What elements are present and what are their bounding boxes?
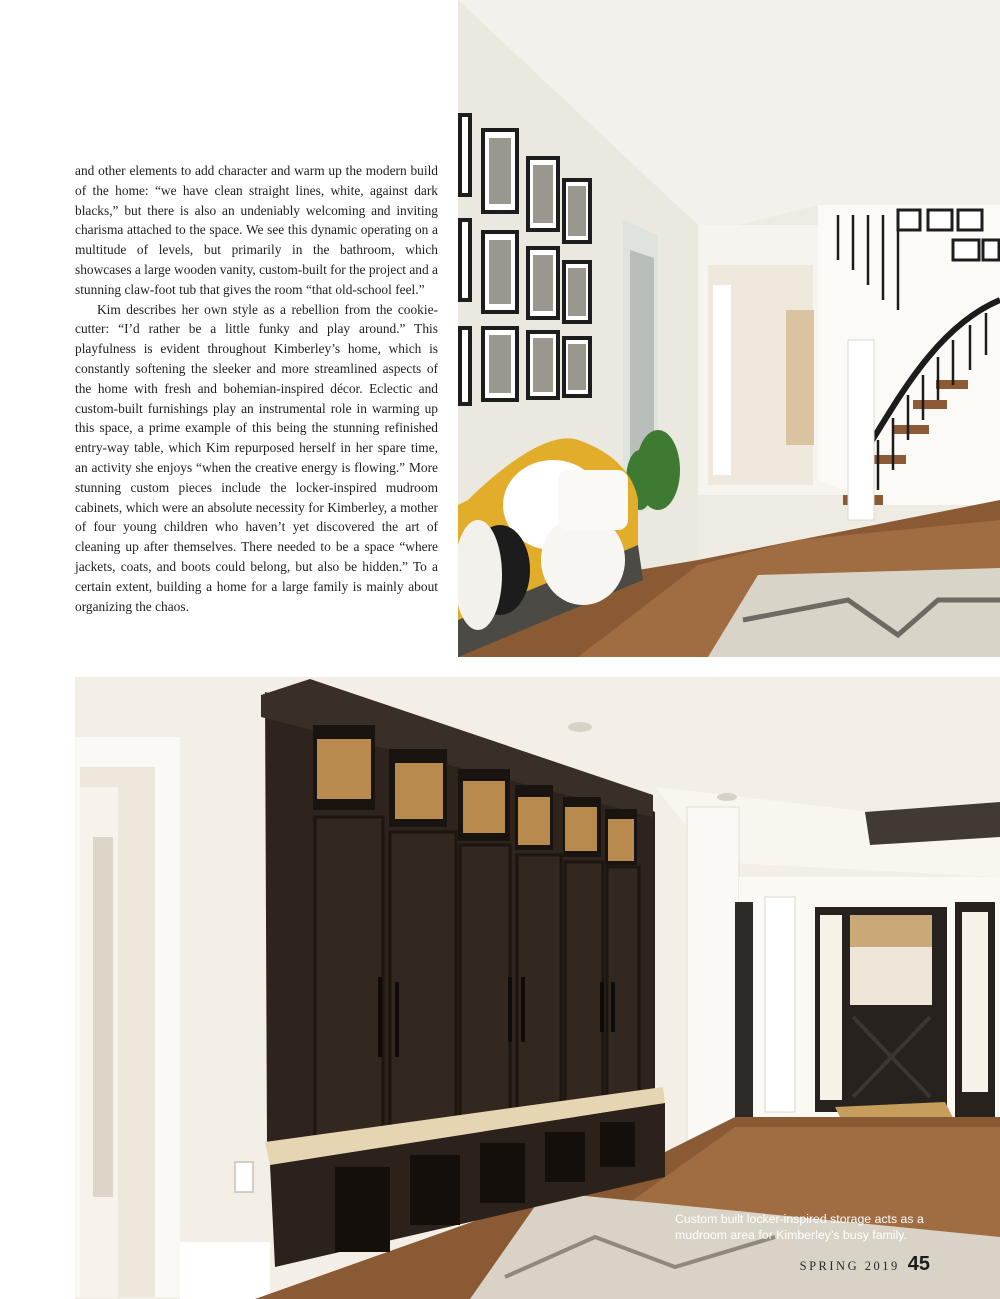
issue-season: SPRING 2019 — [799, 1259, 900, 1273]
page-number: 45 — [907, 1253, 930, 1275]
article-paragraph-1: and other elements to add character and warm up the modern build of the home: “we have clean straight lines, white, against dark blacks,” but there is also an undeniably welcoming and inviting charisma attached to the space. We see this dynamic operating on a multitude of levels, but primarily in the bathroom, which showcases a large wooden vanity, custom-built for the project and a stunning claw-foot tub that gives the room “that old-school feel.” — [75, 163, 438, 297]
article-body — [75, 161, 438, 616]
hallway-illustration — [458, 0, 1000, 657]
hallway-photo — [458, 0, 1000, 657]
article-paragraph-2: Kim describes her own style as a rebellion from the cookie-cutter: “I’d rather be a little funky and play around.” This playfulness is evident throughout Kimberley’s home, which is constantly softening the sleeker and more streamlined aspects of the home with fresh and bohemian-inspired décor. Eclectic and custom-built furnishings play an instrumental role in warming up this space, a prime example of this being the stunning refinished entry-way table, which Kim repurposed herself in her spare time, an activity she enjoys “when the creative energy is flowing.” More stunning custom pieces include the locker-inspired mudroom cabinets, which were an absolute necessity for Kimberley, a mother of four young children who haven’t yet discovered the art of cleaning up after themselves. There needed to be a space “where jackets, coats, and boots could belong, but also be hidden.” To a certain extent, building a home for a large family is mainly about organizing the chaos. — [75, 301, 438, 614]
photo-caption: Custom built locker-inspired storage acts as a mudroom area for Kimberley’s busy family. — [675, 1212, 924, 1242]
mudroom-illustration — [75, 677, 1000, 1299]
page-folio — [800, 1253, 930, 1276]
mudroom-photo — [75, 677, 1000, 1299]
